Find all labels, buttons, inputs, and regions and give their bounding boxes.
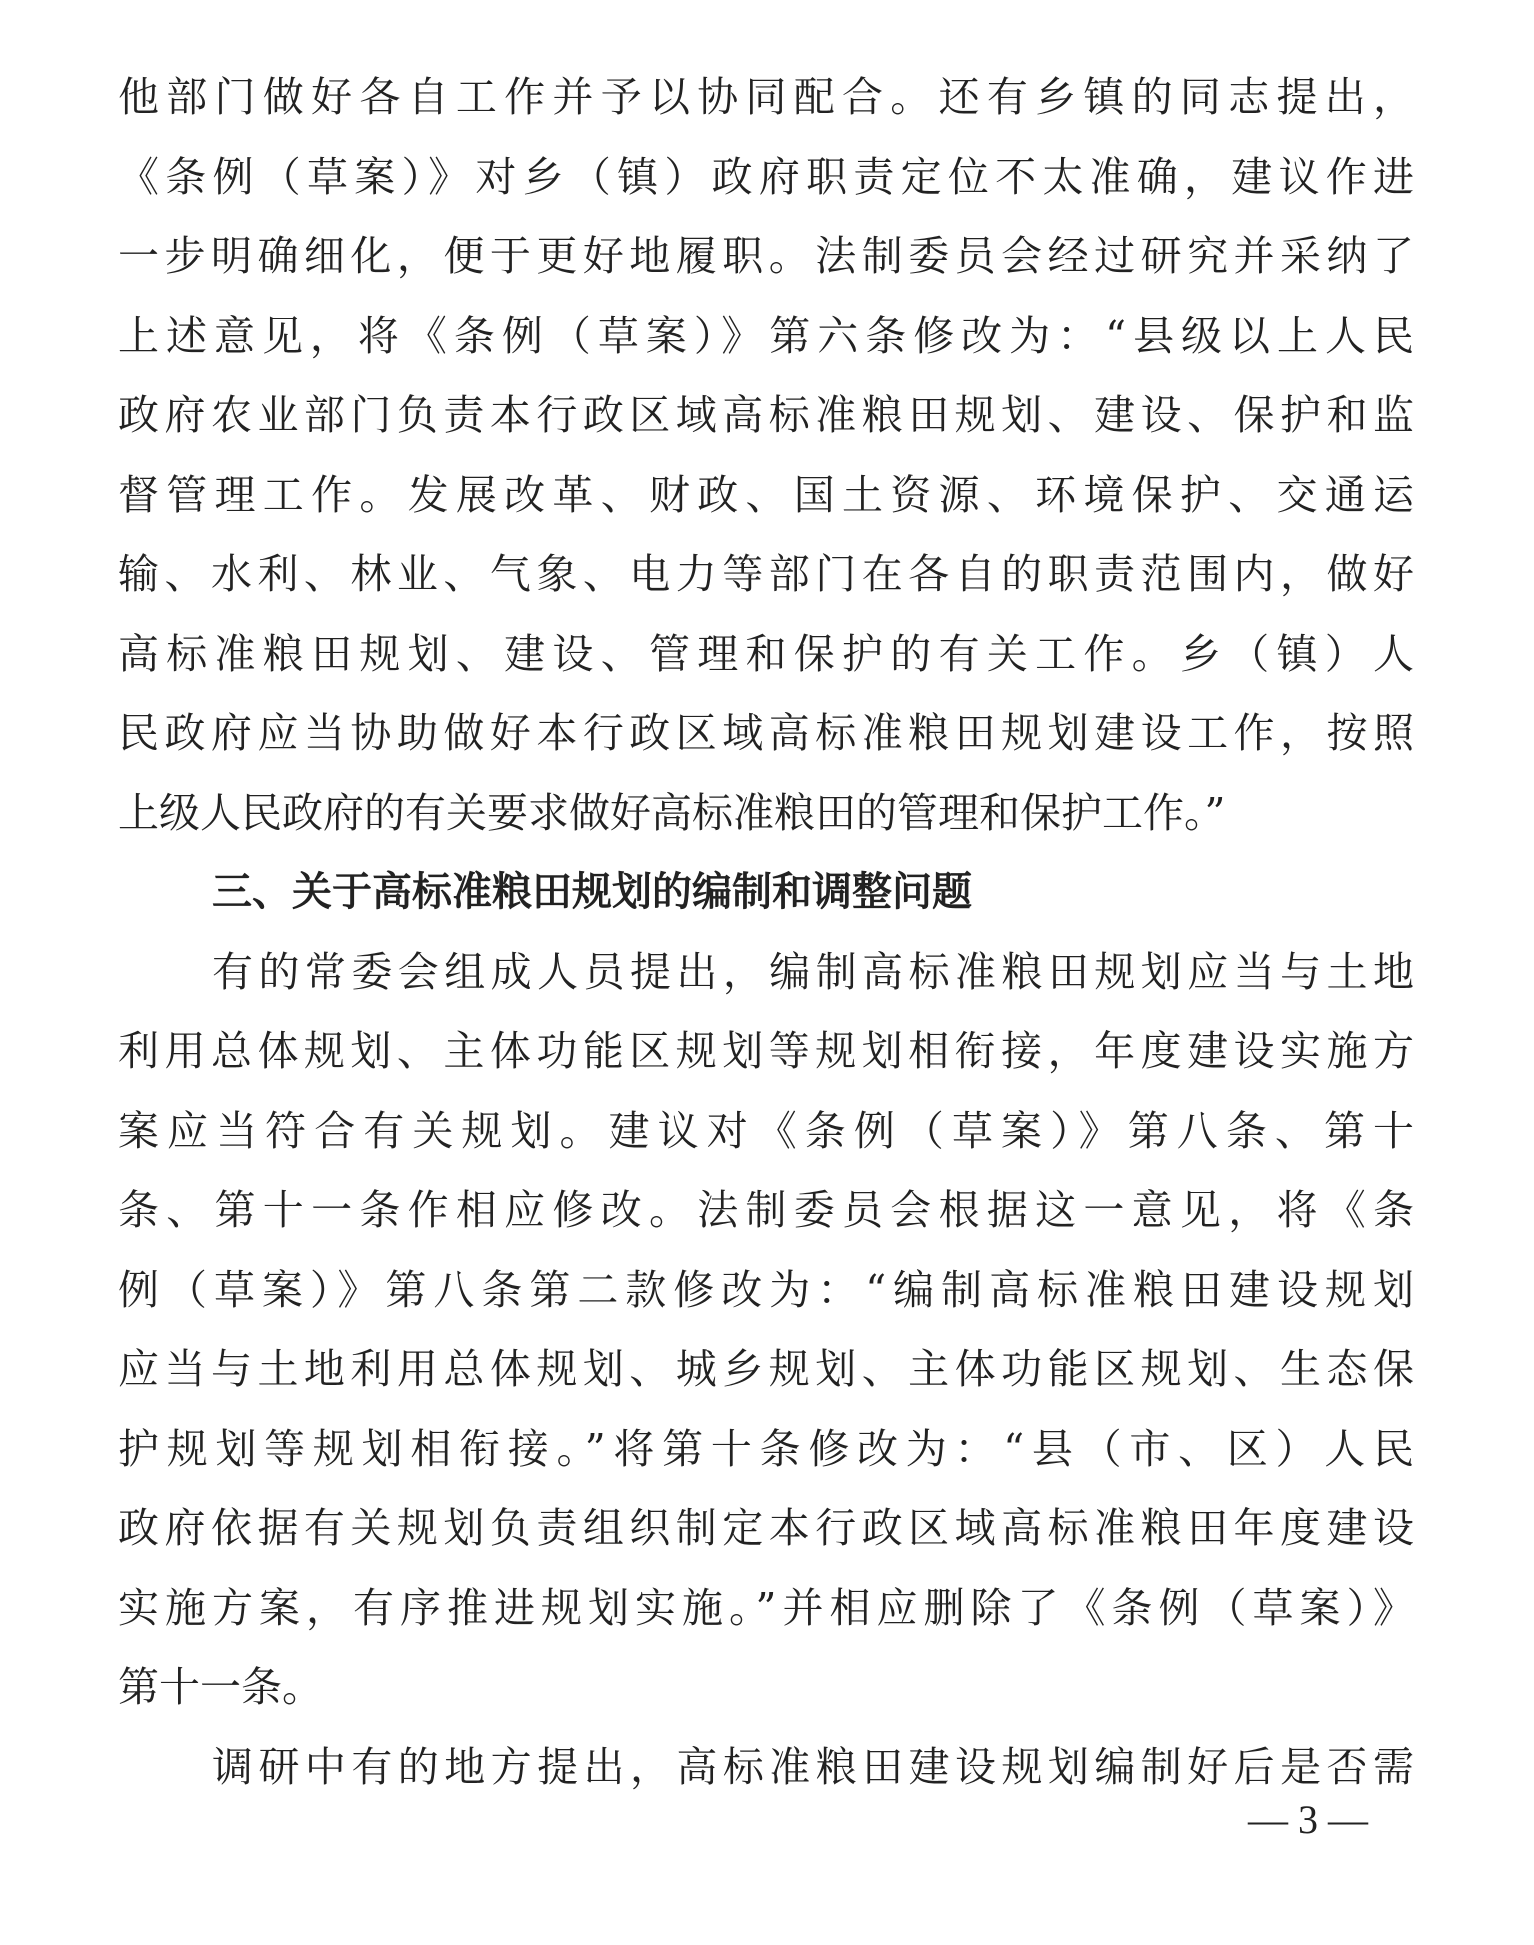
text-line: 政府依据有关规划负责组织制定本行政区域高标准粮田年度建设 (118, 1504, 1414, 1552)
paragraph-2 (118, 933, 1414, 1728)
text-line: 有的常委会组成人员提出，编制高标准粮田规划应当与土地 (212, 947, 1414, 996)
text-line: 督管理工作。发展改革、财政、国土资源、环境保护、交通运 (118, 470, 1414, 519)
text-line: 例（草案）》第八条第二款修改为：“编制高标准粮田建设规划 (118, 1265, 1414, 1314)
text-line: 高标准粮田规划、建设、管理和保护的有关工作。乡（镇）人 (118, 629, 1414, 678)
text-line: 他部门做好各自工作并予以协同配合。还有乡镇的同志提出， (118, 73, 1414, 121)
paragraph-3 (118, 1728, 1414, 1808)
text-line: 实施方案，有序推进规划实施。”并相应删除了《条例（草案）》 (118, 1583, 1414, 1632)
text-line: 调研中有的地方提出，高标准粮田建设规划编制好后是否需 (212, 1742, 1414, 1791)
text-line: 利用总体规划、主体功能区规划等规划相衔接，年度建设实施方 (118, 1027, 1414, 1075)
text-line: 民政府应当协助做好本行政区域高标准粮田规划建设工作，按照 (118, 709, 1414, 757)
text-line: 政府农业部门负责本行政区域高标准粮田规划、建设、保护和监 (118, 391, 1414, 439)
text-line: 上述意见，将《条例（草案）》第六条修改为：“县级以上人民 (118, 311, 1414, 360)
text-line: 案应当符合有关规划。建议对《条例（草案）》第八条、第十 (118, 1106, 1414, 1155)
page-number: — 3 — (1248, 1797, 1368, 1842)
text-line: 护规划等规划相衔接。”将第十条修改为：“县（市、区）人民 (118, 1424, 1414, 1473)
text-line: 第十一条。 (118, 1663, 323, 1711)
text-line: 一步明确细化，便于更好地履职。法制委员会经过研究并采纳了 (118, 232, 1414, 280)
text-line: 输、水利、林业、气象、电力等部门在各自的职责范围内，做好 (118, 550, 1414, 598)
text-line: 《条例（草案）》对乡（镇）政府职责定位不太准确，建议作进 (118, 152, 1414, 201)
text-line: 应当与土地利用总体规划、城乡规划、主体功能区规划、生态保 (118, 1345, 1414, 1393)
section-heading: 三、关于高标准粮田规划的编制和调整问题 (212, 869, 972, 915)
paragraph-1 (118, 58, 1414, 853)
text-line: 条、第十一条作相应修改。法制委员会根据这一意见，将《条 (118, 1186, 1414, 1234)
text-line: 上级人民政府的有关要求做好高标准粮田的管理和保护工作。” (118, 788, 1226, 837)
document-page (118, 58, 1414, 1807)
